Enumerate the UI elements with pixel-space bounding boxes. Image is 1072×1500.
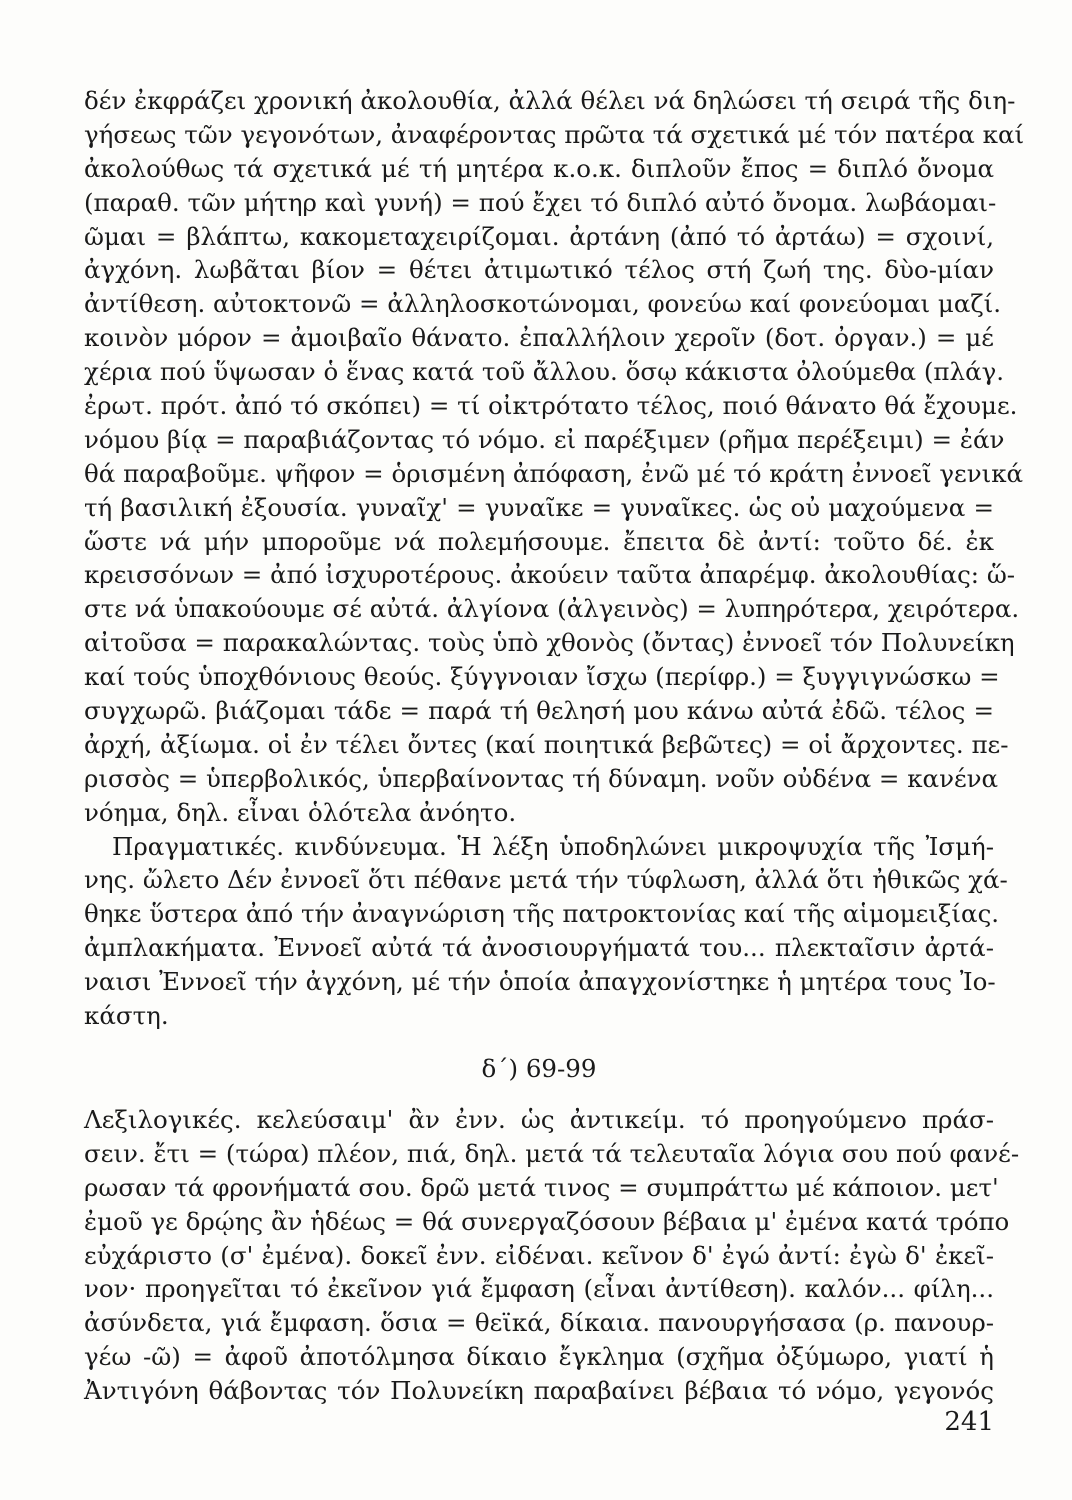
commentary-section-1 [84,84,1025,830]
text-line: εὐχάριστο (σ' ἐμένα). δοκεῖ ἐνν. εἰδέναι. κεῖνον δ' ἐγώ ἀντί: ἐγὼ δ' ἐκεῖ- [84,1240,994,1270]
text-line: ὥστε νά μήν μποροῦμε νά πολεμήσουμε. ἔπειτα δὲ ἀντί: τοῦτο δέ. ἐκ [84,526,994,556]
text-line: κρεισσόνων = ἀπό ἰσχυροτέρους. ἀκούειν ταῦτα ἀπαρέμφ. ἀκολουθίας: ὥ- [84,560,1016,590]
text-line: Πραγματικές. κινδύνευμα. Ἡ λέξη ὑποδηλώνει μικροψυχία τῆς Ἰσμή- [112,831,994,861]
text-line: τή βασιλική ἐξουσία. γυναῖχ' = γυναῖκε = γυναῖκες. ὡς οὐ μαχούμενα = [84,492,994,522]
text-line: καί τούς ὑποχθόνιους θεούς. ξύγγνοιαν ἴσχω (περίφρ.) = ξυγγιγνώσκω = [84,662,1000,692]
text-line: συγχωρῶ. βιάζομαι τάδε = παρά τή θελησή μου κάνω αὐτά ἐδῶ. τέλος = [84,696,994,726]
text-line: θά παραβοῦμε. ψῆφον = ὁρισμένη ἀπόφαση, ἐνῶ μέ τό κράτη ἐννοεῖ γενικά [84,458,1024,488]
text-line: κοινὸν μόρον = ἀμοιβαῖο θάνατο. ἐπαλλήλοιν χεροῖν (δοτ. ὀργαν.) = μέ [84,323,994,353]
text-line: χέρια πού ὕψωσαν ὁ ἕνας κατά τοῦ ἄλλου. ὅσῳ κάκιστα ὀλούμεθα (πλάγ. [84,357,1005,387]
text-line: ἐμοῦ γε δρῴης ἂν ἡδέως = θά συνεργαζόσουν βέβαια μ' ἐμένα κατά τρόπο [84,1206,1010,1236]
text-line: ναισι Ἐννοεῖ τήν ἀγχόνη, μέ τήν ὁποία ἀπαγχονίστηκε ἡ μητέρα τους Ἰο- [84,967,996,997]
text-line: ἀρχή, ἀξίωμα. οἱ ἐν τέλει ὄντες (καί ποιητικά βεβῶτες) = οἱ ἄρχοντες. πε- [84,729,1009,759]
commentary-section-3 [84,1103,1020,1408]
text-line: Ἀντιγόνη θάβοντας τόν Πολυνείκη παραβαίνει βέβαια τό νόμο, γεγονός [84,1376,994,1406]
text-line: νόμου βίᾳ = παραβιάζοντας τό νόμο. εἰ παρέξιμεν (ρῆμα περέξειμι) = ἐάν [84,424,1005,454]
text-line: ἀκολούθως τά σχετικά μέ τή μητέρα κ.ο.κ. διπλοῦν ἔπος = διπλό ὄνομα [84,153,994,183]
text-line: σειν. ἔτι = (τώρα) πλέον, πιά, δηλ. μετά τά τελευταῖα λόγια σου πού φανέ- [84,1138,1020,1168]
text-line: νόημα, δηλ. εἶναι ὁλότελα ἀνόητο. [84,797,517,827]
text-line: (παραθ. τῶν μήτηρ καὶ γυνή) = πού ἔχει τό διπλό αὐτό ὄνομα. λωβάομαι- [84,187,997,217]
text-line: γέω -ῶ) = ἀφοῦ ἀποτόλμησα δίκαιο ἔγκλημα (σχῆμα ὀξύμωρο, γιατί ἡ [84,1342,994,1372]
text-line: νον· προηγεῖται τό ἐκεῖνον γιά ἔμφαση (εἶναι ἀντίθεση). καλόν... φίλη... [84,1274,994,1304]
text-line: στε νά ὑπακούουμε σέ αὐτά. ἀλγίονα (ἀλγεινὸς) = λυπηρότερα, χειρότερα. [84,594,1020,624]
section-heading: δ΄) 69-99 [481,1053,597,1083]
text-line: ἐρωτ. πρότ. ἀπό τό σκόπει) = τί οἰκτρότατο τέλος, ποιό θάνατο θά ἔχουμε. [84,391,1018,421]
text-line: Λεξιλογικές. κελεύσαιμ' ἂν ἐνν. ὡς ἀντικείμ. τό προηγούμενο πράσ- [84,1104,994,1134]
text-line: ρισσὸς = ὑπερβολικός, ὑπερβαίνοντας τή δύναμη. νοῦν οὐδένα = κανένα [84,763,999,793]
page-number: 241 [944,1407,994,1437]
text-line: ἀντίθεση. αὐτοκτονῶ = ἀλληλοσκοτώνομαι, φονεύω καί φονεύομαι μαζί. [84,289,1002,319]
text-line: ἀσύνδετα, γιά ἔμφαση. ὅσια = θεϊκά, δίκαια. πανουργήσασα (ρ. πανουρ- [84,1308,994,1338]
commentary-section-2 [84,830,1008,1033]
text-line: δέν ἐκφράζει χρονική ἀκολουθία, ἀλλά θέλει νά δηλώσει τή σειρά τῆς διη- [84,86,1016,115]
text-line: θηκε ὕστερα ἀπό τήν ἀναγνώριση τῆς πατροκτονίας καί τῆς αἱμομειξίας. [84,899,1000,929]
text-line: γήσεως τῶν γεγονότων, ἀναφέροντας πρῶτα τά σχετικά μέ τόν πατέρα καί [84,119,1025,149]
text-line: νης. ὤλετο Δέν ἐννοεῖ ὅτι πέθανε μετά τήν τύφλωση, ἀλλά ὅτι ἠθικῶς χά- [84,865,1008,895]
text-line: αἰτοῦσα = παρακαλώντας. τοὺς ὑπὸ χθονὸς (ὄντας) ἐννοεῖ τόν Πολυνείκη [84,628,1015,658]
text-line: ρωσαν τά φρονήματά σου. δρῶ μετά τινος = συμπράττω μέ κάποιον. μετ' [84,1172,999,1202]
text-line: ἀμπλακήματα. Ἐννοεῖ αὐτά τά ἀνοσιουργήματά του... πλεκταῖσιν ἀρτά- [84,933,994,963]
text-line: ἀγχόνη. λωβᾶται βίον = θέτει ἀτιμωτικό τέλος στή ζωή της. δὺο-μίαν [84,255,994,285]
text-line: κάστη. [84,1001,169,1031]
page-body [84,84,1025,1408]
text-line: ῶμαι = βλάπτω, κακομεταχειρίζομαι. ἀρτάνη (ἀπό τό ἀρτάω) = σχοινί, [84,221,994,251]
